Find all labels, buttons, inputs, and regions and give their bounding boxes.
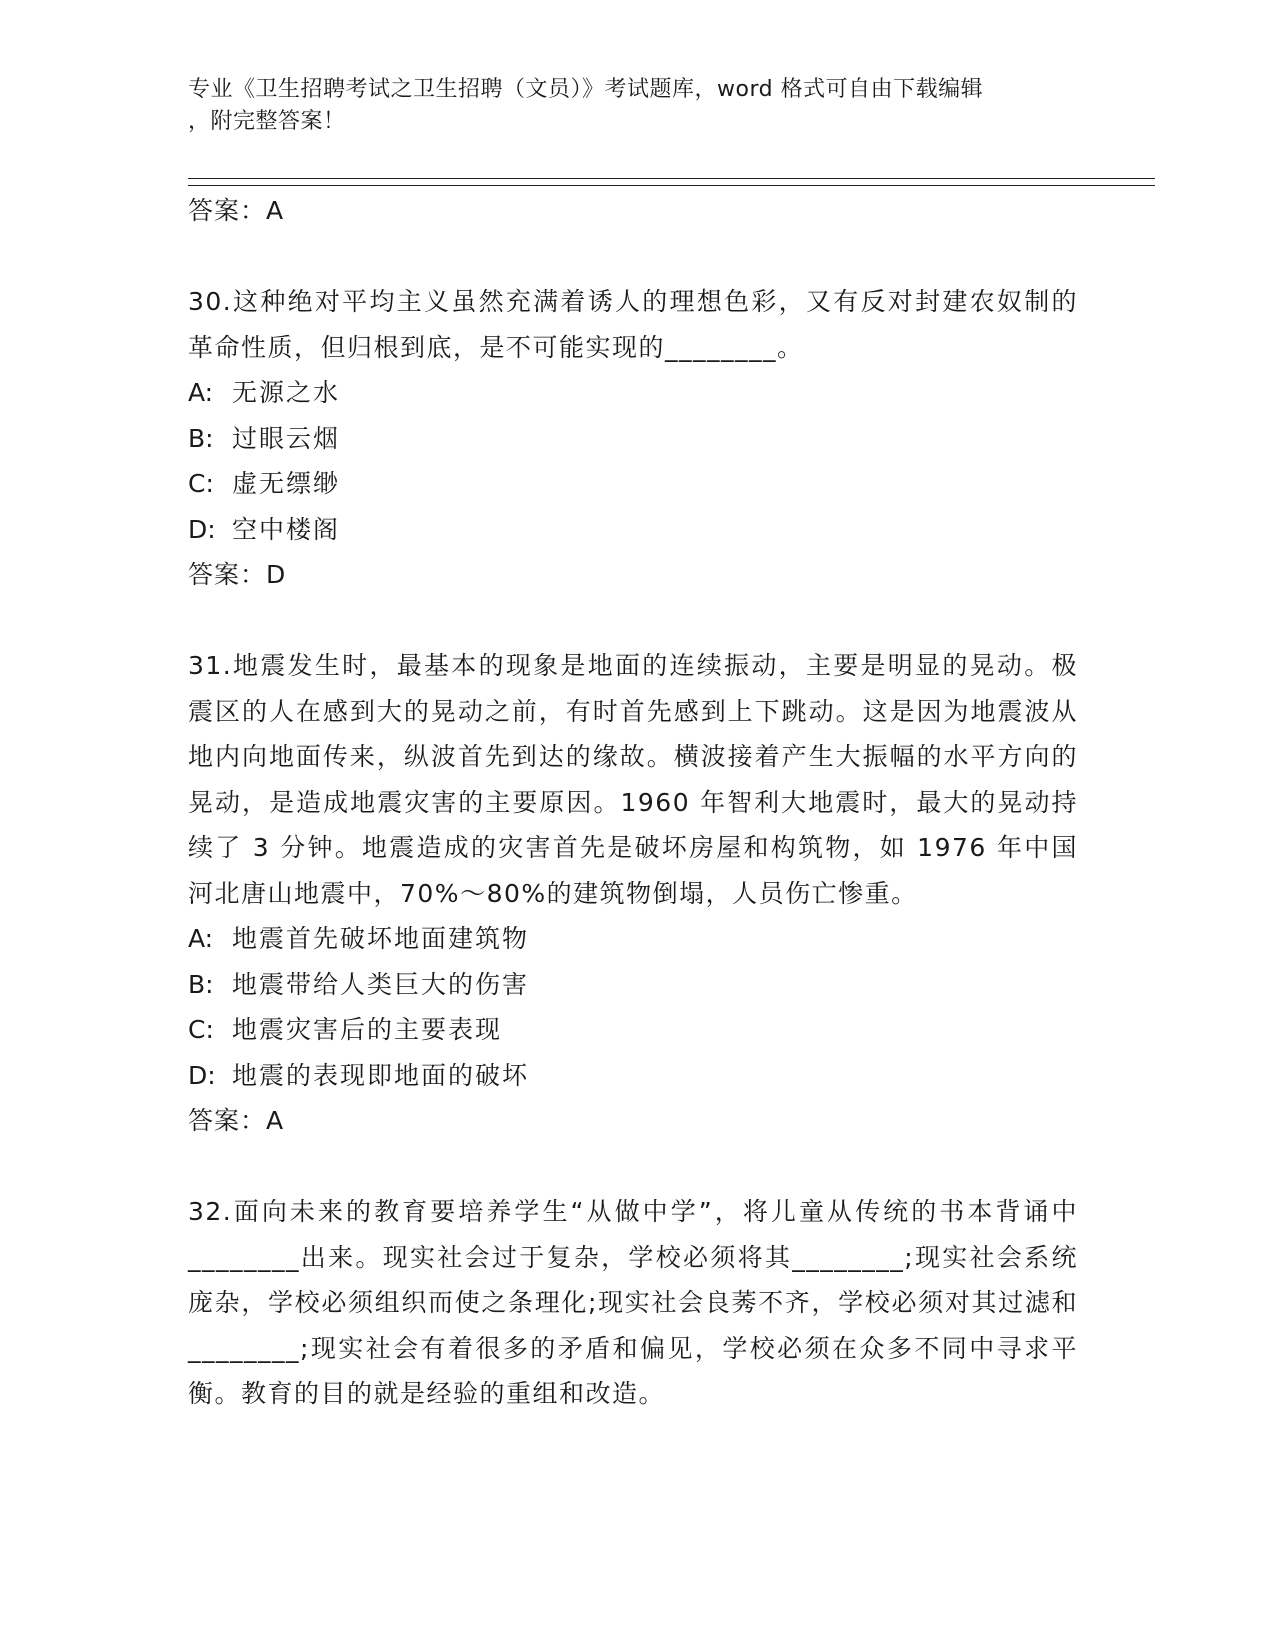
- header-line-1: 专业《卫生招聘考试之卫生招聘（文员）》考试题库，word 格式可自由下载编辑: [188, 77, 984, 102]
- option-text: 地震首先破坏地面建筑物: [232, 924, 530, 953]
- question-30: [188, 279, 1078, 597]
- answer-30: 答案：D: [188, 560, 287, 589]
- header-divider: [188, 178, 1155, 186]
- question-32-text: 32.面向未来的教育要培养学生“从做中学”，将儿童从传统的书本背诵中________出来。现实社会过于复杂，学校必须将其________;现实社会系统庞杂，学校必须组织而使之条理化;现实社会良莠不齐，学校必须对其过滤和________;现实社会有着很多的矛盾和偏见，学校必须在众多不同中寻求平衡。教育的目的就是经验的重组和改造。: [188, 1197, 1078, 1408]
- option-key: B:: [188, 423, 214, 453]
- option-key: C:: [188, 469, 214, 498]
- question-30-option-a: [188, 370, 1078, 416]
- answer-29: 答案：A: [188, 196, 285, 225]
- option-key: A:: [188, 378, 214, 407]
- option-text: 空中楼阁: [232, 514, 341, 544]
- question-32: [188, 1189, 1078, 1417]
- option-text: 地震的表现即地面的破坏: [232, 1060, 530, 1090]
- option-key: A:: [188, 924, 214, 953]
- question-31-option-b: [188, 962, 1078, 1008]
- question-30-option-b: [188, 416, 1078, 462]
- question-30-text: 30.这种绝对平均主义虽然充满着诱人的理想色彩，又有反对封建农奴制的革命性质，但归根到底，是不可能实现的________。: [188, 287, 1078, 362]
- question-31: [188, 643, 1078, 1143]
- answer-31: 答案：A: [188, 1106, 285, 1135]
- page-header: [188, 74, 1068, 138]
- question-31-text: 31.地震发生时，最基本的现象是地面的连续振动，主要是明显的晃动。极震区的人在感到大的晃动之前，有时首先感到上下跳动。这是因为地震波从地内向地面传来，纵波首先到达的缘故。横波接着产生大振幅的水平方向的晃动，是造成地震灾害的主要原因。1960 年智利大地震时，最大的晃动持续了 3 分钟。地震造成的灾害首先是破坏房屋和构筑物，如 1976 年中国河北唐山地震中，70%～80%的建筑物倒塌，人员伤亡惨重。: [188, 651, 1078, 908]
- question-30-option-d: [188, 507, 1078, 553]
- option-text: 地震灾害后的主要表现: [232, 1015, 503, 1044]
- option-text: 地震带给人类巨大的伤害: [232, 969, 530, 999]
- question-31-option-c: [188, 1007, 1078, 1053]
- option-text: 虚无缥缈: [232, 469, 341, 498]
- option-key: B:: [188, 969, 214, 999]
- question-30-option-c: [188, 461, 1078, 507]
- question-31-option-d: [188, 1053, 1078, 1099]
- option-key: D:: [188, 514, 216, 544]
- option-key: D:: [188, 1060, 216, 1090]
- question-list: [188, 188, 1078, 1417]
- option-key: C:: [188, 1015, 214, 1044]
- option-text: 过眼云烟: [232, 423, 341, 453]
- question-31-option-a: [188, 916, 1078, 962]
- header-line-2: ，附完整答案！: [188, 109, 346, 134]
- option-text: 无源之水: [232, 378, 341, 407]
